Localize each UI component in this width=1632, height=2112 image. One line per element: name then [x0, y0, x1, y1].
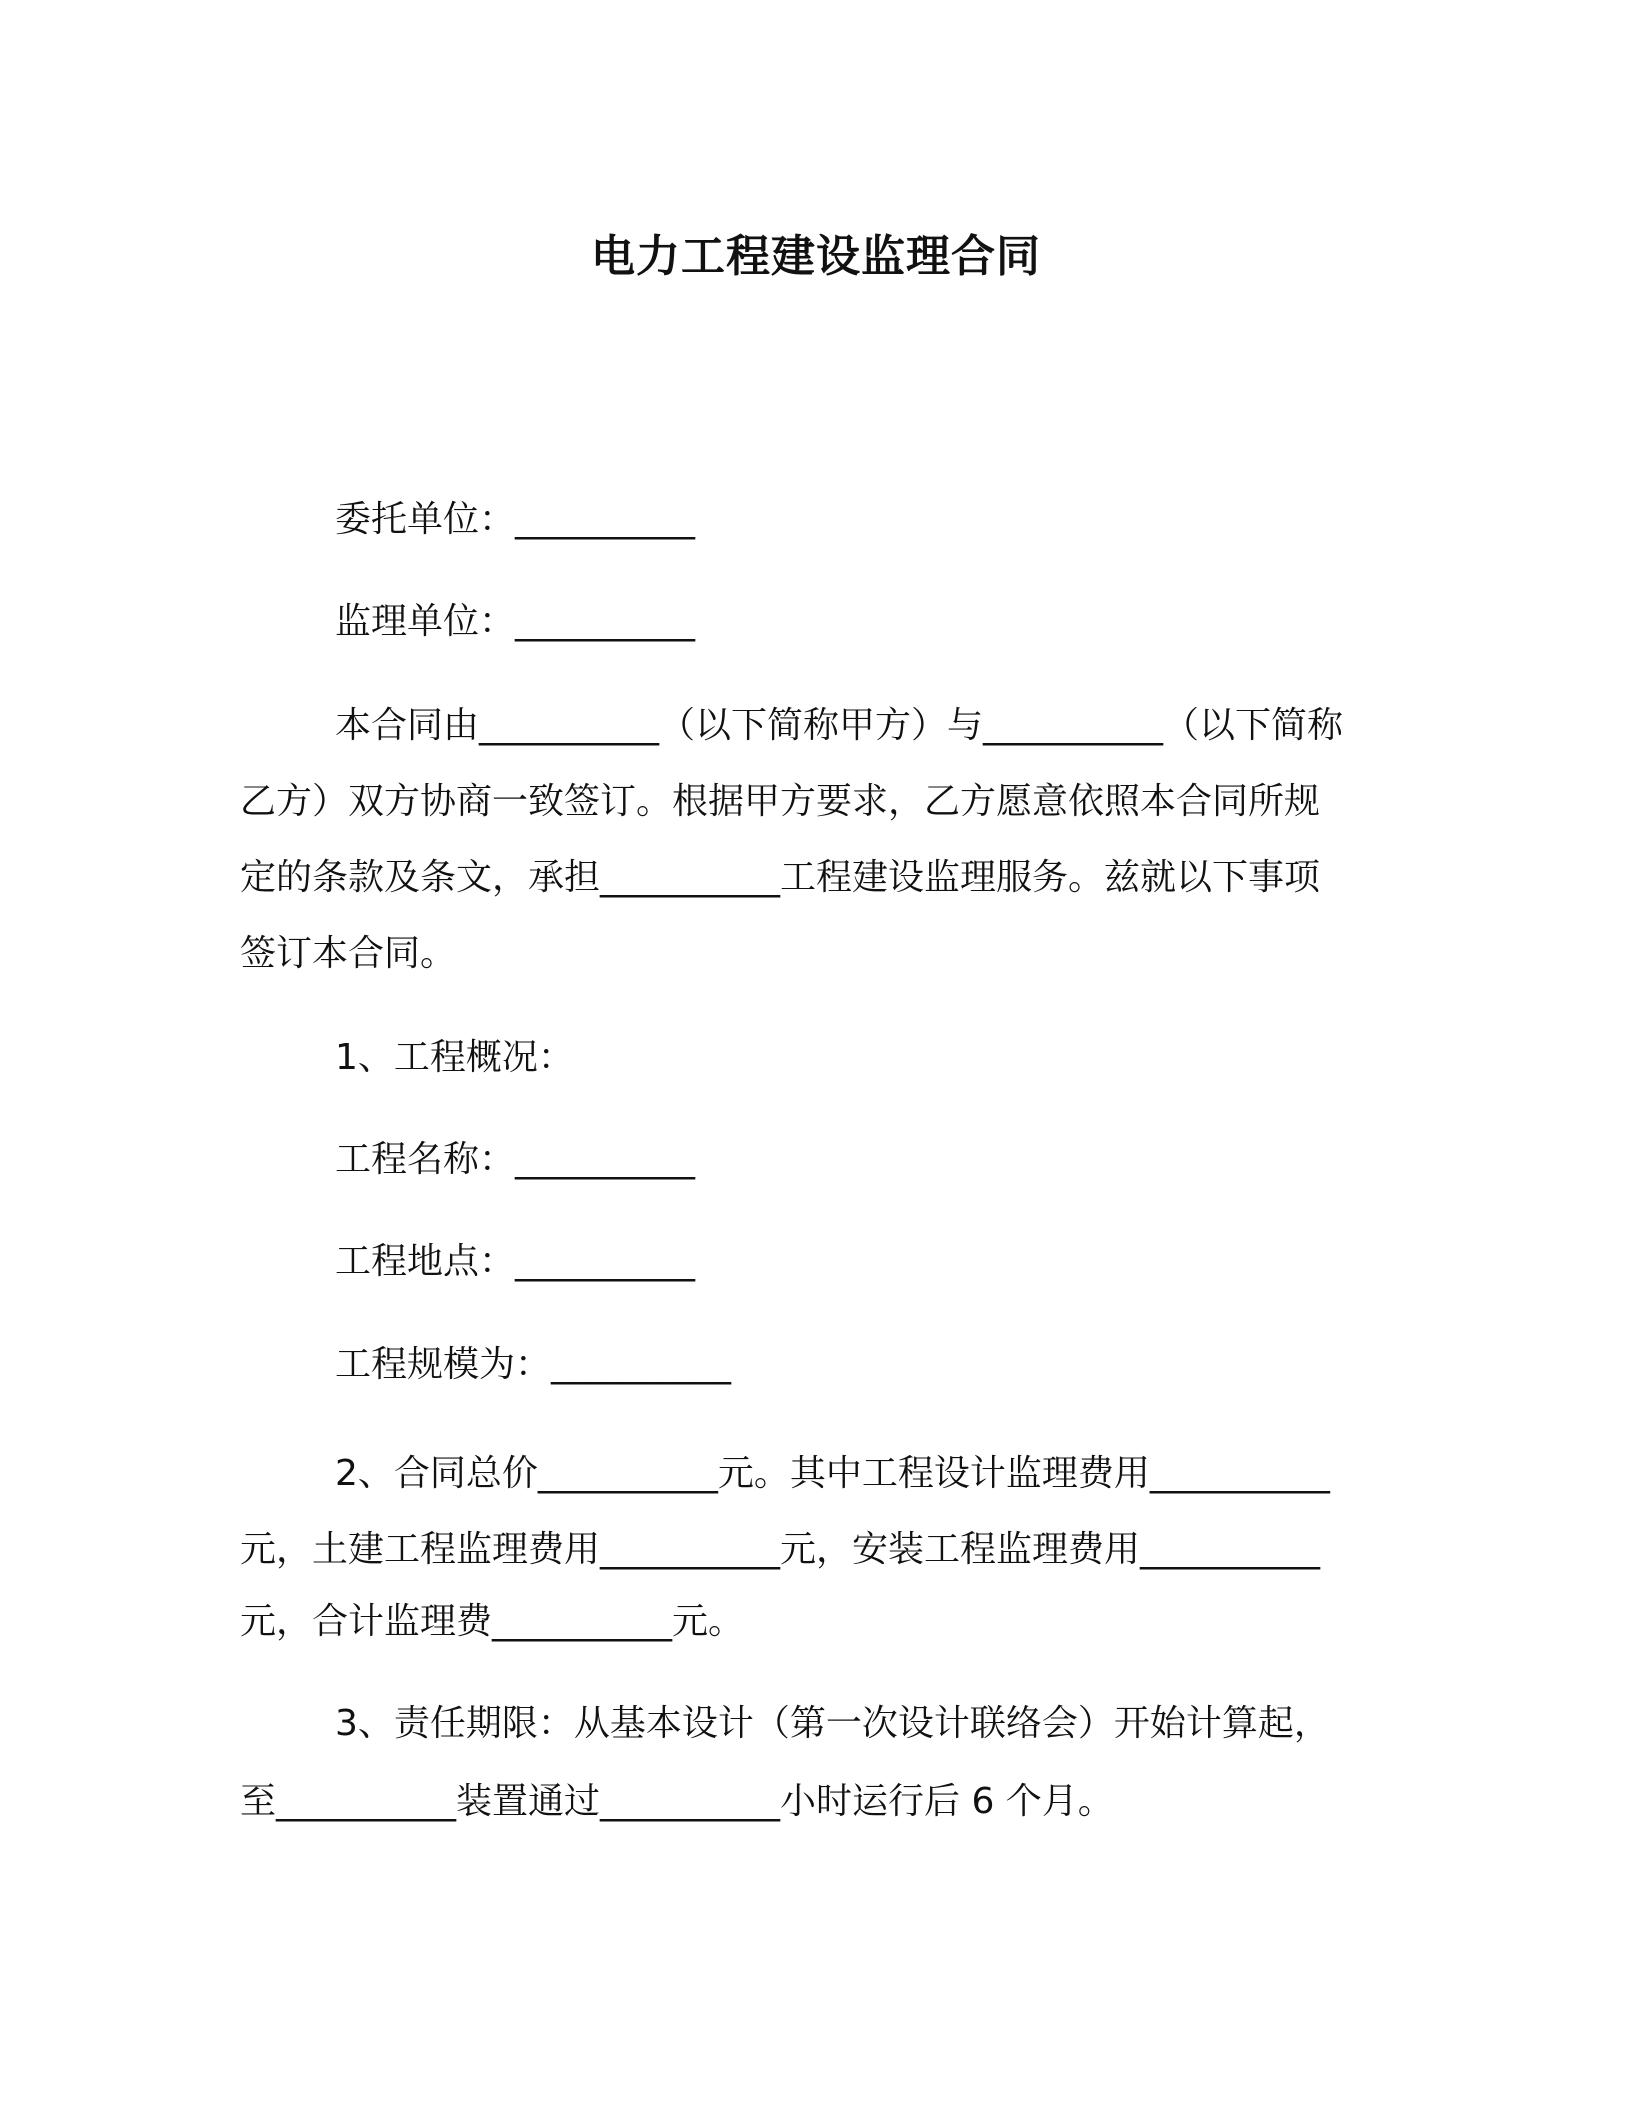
section-2-line-1: 2、合同总价__________元。其中工程设计监理费用__________ [335, 1453, 1330, 1494]
section-2-line-2: 元，土建工程监理费用__________元，安装工程监理费用__________ [240, 1529, 1321, 1570]
paragraph-intro-line-2: 乙方）双方协商一致签订。根据甲方要求，乙方愿意依照本合同所规 [240, 781, 1321, 822]
client-unit-line: 委托单位：__________ [335, 499, 696, 540]
project-location-line: 工程地点：__________ [335, 1241, 696, 1282]
supervisor-unit-line: 监理单位：__________ [335, 601, 696, 642]
paragraph-intro-line-3: 定的条款及条文，承担__________工程建设监理服务。兹就以下事项 [240, 857, 1321, 898]
project-name-line: 工程名称：__________ [335, 1139, 696, 1180]
section-2-line-3: 元，合计监理费__________元。 [240, 1601, 745, 1642]
project-scale-line: 工程规模为：__________ [335, 1344, 732, 1385]
section-3-line-2: 至__________装置通过__________小时运行后 6 个月。 [240, 1781, 1114, 1822]
section-1-heading: 1、工程概况： [335, 1037, 574, 1078]
document-title: 电力工程建设监理合同 [591, 231, 1041, 282]
section-3-line-1: 3、责任期限：从基本设计（第一次设计联络会）开始计算起， [335, 1703, 1330, 1744]
paragraph-intro-line-1: 本合同由__________（以下简称甲方）与__________（以下简称 [335, 705, 1344, 746]
paragraph-intro-line-4: 签订本合同。 [240, 933, 457, 974]
